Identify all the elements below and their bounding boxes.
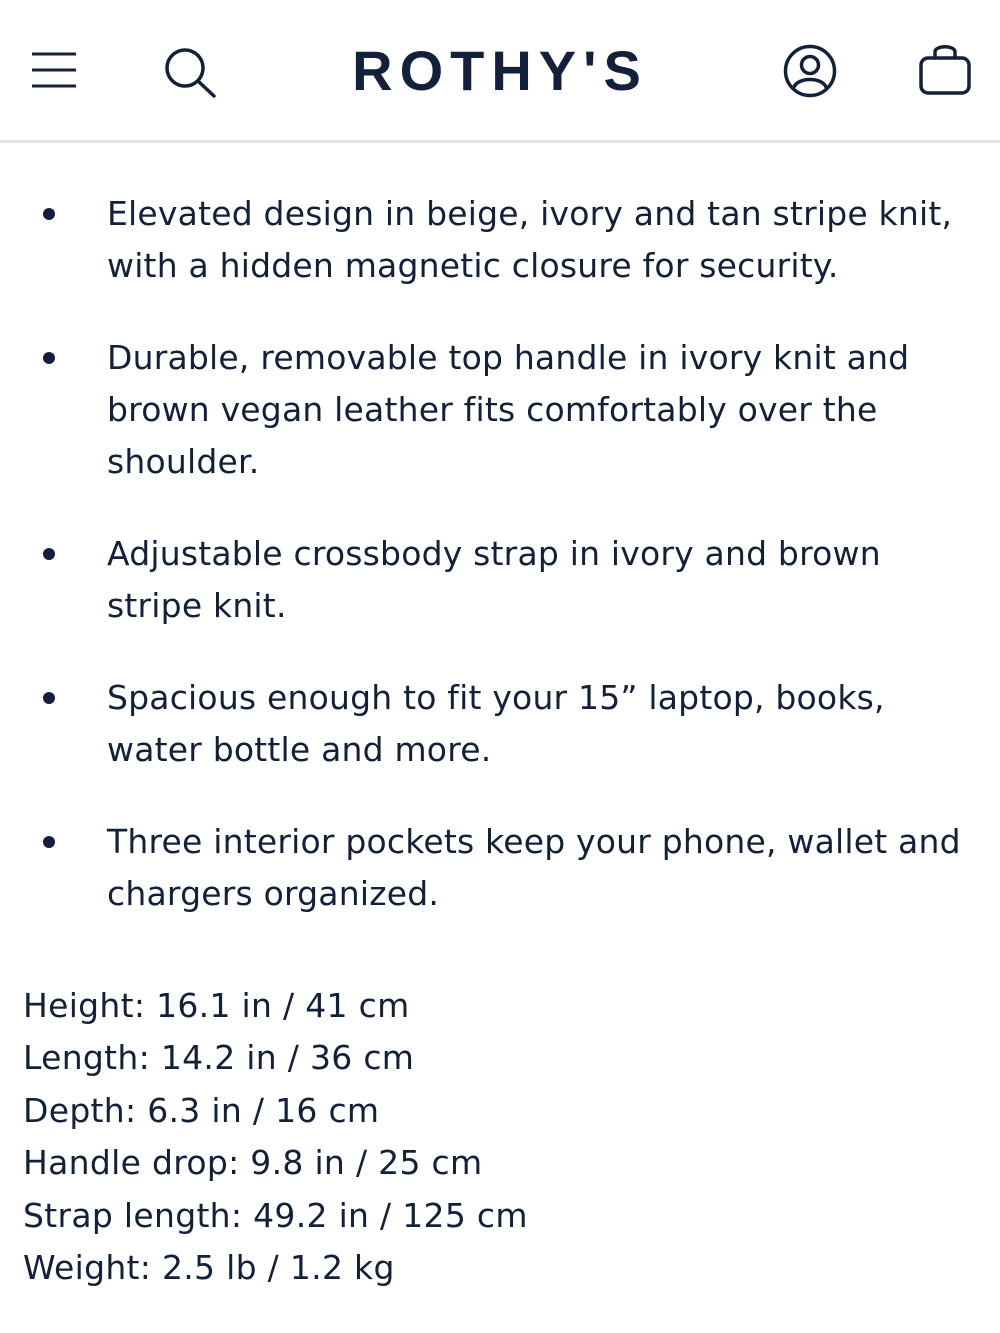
menu-icon[interactable]: [30, 51, 78, 89]
bullet-dot: [43, 208, 55, 220]
spec-depth: Depth: 6.3 in / 16 cm: [23, 1090, 380, 1130]
spec-weight: Weight: 2.5 lb / 1.2 kg: [23, 1248, 395, 1288]
spec-strap-length: Strap length: 49.2 in / 125 cm: [23, 1195, 528, 1235]
list-item: [0, 528, 1000, 632]
bullet-dot: [43, 836, 55, 848]
search-icon[interactable]: [163, 46, 217, 98]
bullet-dot: [43, 692, 55, 704]
feature-text: Adjustable crossbody strap in ivory and brown stripe knit.: [107, 534, 881, 625]
feature-text: Elevated design in beige, ivory and tan stripe knit, with a hidden magnetic closure for security.: [107, 194, 953, 285]
bullet-dot: [43, 548, 55, 560]
brand-logo[interactable]: ROTHY'S: [352, 39, 648, 102]
feature-text: Durable, removable top handle in ivory knit and brown vegan leather fits comfortably over the shoulder.: [107, 338, 910, 481]
feature-text: Three interior pockets keep your phone, wallet and chargers organized.: [107, 822, 961, 913]
list-item: [0, 188, 1000, 292]
feature-text: Spacious enough to fit your 15” laptop, books, water bottle and more.: [107, 678, 885, 769]
spec-height: Height: 16.1 in / 41 cm: [23, 986, 410, 1025]
site-header: [0, 0, 1000, 143]
spec-length: Length: 14.2 in / 36 cm: [23, 1038, 415, 1078]
bullet-dot: [43, 352, 55, 364]
list-item: [0, 672, 1000, 776]
feature-list: [0, 188, 1000, 960]
list-item: [0, 816, 1000, 920]
account-icon[interactable]: [783, 44, 837, 98]
list-item: [0, 332, 1000, 488]
spec-handle-drop: Handle drop: 9.8 in / 25 cm: [23, 1143, 483, 1183]
bag-icon[interactable]: [918, 40, 972, 96]
spec-list: [23, 980, 983, 1294]
